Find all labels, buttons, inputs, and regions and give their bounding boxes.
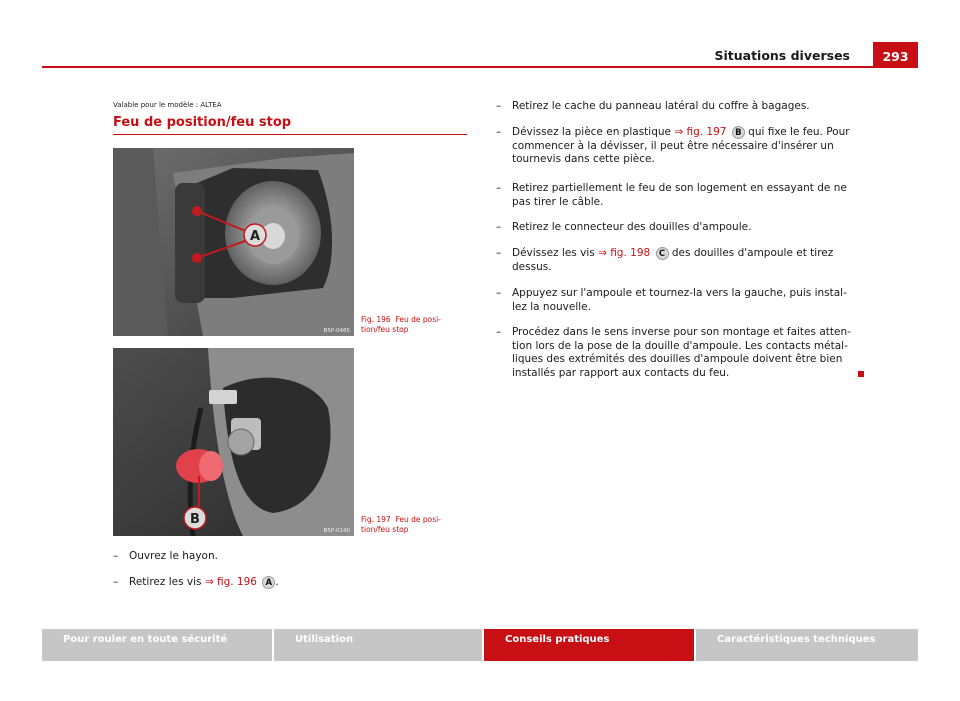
figure-197-callout: B <box>190 512 200 527</box>
step-reassemble: – Procédez dans le sens inverse pour son montage et faites atten- tion lors de la pose de la douille d'ampoule. Les contacts métal- liques des extrémités des douilles d'ampoule doivent être bien installés par rapport aux contacts du feu. <box>496 326 851 379</box>
footer-tab-safety[interactable]: Pour rouler en toute sécurité <box>42 629 272 661</box>
figure-197-caption-label: Fig. 197 <box>361 515 391 524</box>
figure-196-caption <box>361 315 461 335</box>
step-remove-screws: – Retirez les vis ⇒ fig. 196 A . <box>113 576 279 588</box>
tail-light-housing-illustration <box>113 148 354 336</box>
step-unscrew-bulb-holders: – Dévissez les vis ⇒ fig. 198 C des douilles d'ampoule et tirez dessus. <box>496 247 834 273</box>
figure-196-caption-line1: Feu de posi- <box>395 315 441 324</box>
step-remove-cover: – Retirez le cache du panneau latéral du coffre à bagages. <box>496 100 810 112</box>
step-unscrew-plastic-piece: – Dévissez la pièce en plastique ⇒ fig. 197 B qui fixe le feu. Pour commencer à la dévisser, il peut être nécessaire d'insérer un tournevis dans cette pièce. <box>496 126 850 165</box>
figure-197-photo <box>113 348 354 536</box>
figure-197-caption-line1: Feu de posi- <box>395 515 441 524</box>
fig-198-link[interactable]: ⇒ fig. 198 <box>598 247 651 259</box>
step-remove-connector: – Retirez le connecteur des douilles d'ampoule. <box>496 221 752 233</box>
header-rule <box>42 66 918 68</box>
callout-badge-a: A <box>262 576 275 589</box>
section-title-rule <box>113 134 467 135</box>
figure-196-photo <box>113 148 354 336</box>
figure-196-caption-label: Fig. 196 <box>361 315 391 324</box>
callout-badge-b: B <box>732 126 745 139</box>
model-applicability-note: Valable pour le modèle : ALTEA <box>113 101 222 109</box>
footer-tab-practical-tips[interactable]: Conseils pratiques <box>484 629 694 661</box>
page-number: 293 <box>873 42 918 68</box>
footer-tab-technical-data[interactable]: Caractéristiques techniques <box>696 629 918 661</box>
section-title: Feu de position/feu stop <box>113 115 292 130</box>
figure-196-photo-code: B5P-0485 <box>323 328 350 334</box>
bulb-holder-illustration <box>113 348 354 536</box>
step-open-tailgate: – Ouvrez le hayon. <box>113 550 218 562</box>
footer-tab-operation[interactable]: Utilisation <box>274 629 482 661</box>
figure-197-caption-line2: tion/feu stop <box>361 525 409 534</box>
step-replace-bulb: – Appuyez sur l'ampoule et tournez-la vers la gauche, puis instal- lez la nouvelle. <box>496 287 847 313</box>
figure-197-caption <box>361 515 461 535</box>
step-pull-light-out: – Retirez partiellement le feu de son logement en essayant de ne pas tirer le câble. <box>496 182 847 208</box>
figure-196-callout: A <box>249 229 261 244</box>
fig-197-link[interactable]: ⇒ fig. 197 <box>674 126 727 138</box>
running-header-title: Situations diverses <box>714 48 850 63</box>
figure-197-photo-code: B5P-0140 <box>323 528 350 534</box>
fig-196-link[interactable]: ⇒ fig. 196 <box>204 576 257 588</box>
section-end-marker <box>858 371 864 377</box>
figure-196-caption-line2: tion/feu stop <box>361 325 409 334</box>
callout-badge-c: C <box>656 247 669 260</box>
